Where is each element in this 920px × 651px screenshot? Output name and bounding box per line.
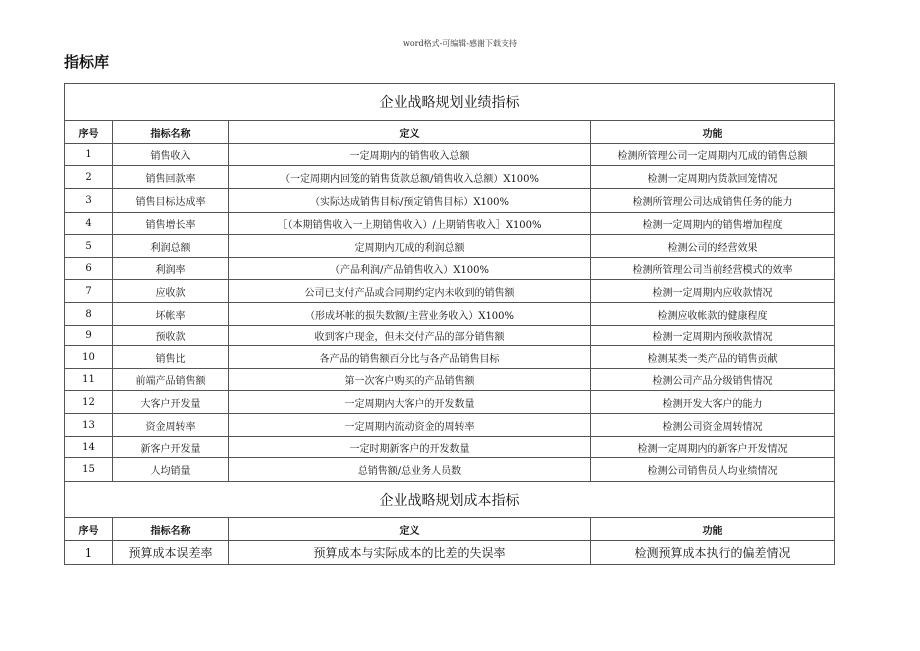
cell-function: 检测一定周期内的新客户开发情况 <box>591 437 835 458</box>
column-header-definition: 定义 <box>229 518 591 541</box>
table-row <box>65 346 835 369</box>
cell-name: 预算成本误差率 <box>113 541 229 565</box>
table-row <box>65 166 835 189</box>
cell-name: 资金周转率 <box>113 414 229 437</box>
cell-definition: （形成坏帐的损失数额/主营业务收入）X100% <box>229 303 591 326</box>
table-row <box>65 189 835 213</box>
cell-definition: 一定周期内大客户的开发数量 <box>229 391 591 414</box>
table-row <box>65 414 835 437</box>
cell-name: 销售目标达成率 <box>113 189 229 213</box>
cell-definition: 一定周期内流动资金的周转率 <box>229 414 591 437</box>
cell-function: 检测一定周期内预收款情况 <box>591 326 835 346</box>
cell-function: 检测所管理公司一定周期内兀成的销售总额 <box>591 144 835 166</box>
column-header-index: 序号 <box>65 518 113 541</box>
cell-definition: （一定周期内回笼的销售货款总额/销售收入总额）X100% <box>229 166 591 189</box>
cell-index: 9 <box>65 326 113 346</box>
column-header-row <box>65 518 835 541</box>
table-row <box>65 303 835 326</box>
cell-index: 10 <box>65 346 113 369</box>
cell-name: 新客户开发量 <box>113 437 229 458</box>
table-row <box>65 369 835 391</box>
cell-definition: 一定周期内的销售收入总额 <box>229 144 591 166</box>
cell-name: 前端产品销售额 <box>113 369 229 391</box>
cell-definition: ［（本期销售收入一上期销售收入）/上期销售收入］X100% <box>229 213 591 235</box>
page-heading: 指标库 <box>64 53 110 71</box>
cell-index: 12 <box>65 391 113 414</box>
table-row <box>65 235 835 258</box>
cell-function: 检测一定周期内应收款情况 <box>591 280 835 303</box>
cell-function: 检测公司销售员人均业绩情况 <box>591 458 835 482</box>
cell-name: 人均销量 <box>113 458 229 482</box>
table-row <box>65 437 835 458</box>
section-title-row <box>65 84 835 121</box>
cell-definition: 第一次客户购买的产品销售额 <box>229 369 591 391</box>
cell-function: 检测开发大客户的能力 <box>591 391 835 414</box>
cell-definition: 总销售额/总业务人员数 <box>229 458 591 482</box>
cell-function: 检测公司的经营效果 <box>591 235 835 258</box>
table-row <box>65 258 835 280</box>
cell-name: 预收款 <box>113 326 229 346</box>
cell-function: 检测所管理公司当前经营模式的效率 <box>591 258 835 280</box>
cell-definition: 一定时期新客户的开发数量 <box>229 437 591 458</box>
cell-function: 检测所管理公司达成销售任务的能力 <box>591 189 835 213</box>
cell-function: 检测一定周期内货款回笼情况 <box>591 166 835 189</box>
column-header-name: 指标名称 <box>113 121 229 144</box>
cell-index: 3 <box>65 189 113 213</box>
cell-definition: （产品利润/产品销售收入）X100% <box>229 258 591 280</box>
cell-index: 6 <box>65 258 113 280</box>
column-header-index: 序号 <box>65 121 113 144</box>
table-row <box>65 458 835 482</box>
section-title: 企业战略规划成本指标 <box>65 482 835 518</box>
cell-name: 大客户开发量 <box>113 391 229 414</box>
cell-index: 13 <box>65 414 113 437</box>
table-row <box>65 326 835 346</box>
cell-definition: 收到客户现金，但未交付产品的部分销售额 <box>229 326 591 346</box>
section-title-row <box>65 482 835 518</box>
cell-function: 检测公司资金周转情况 <box>591 414 835 437</box>
column-header-name: 指标名称 <box>113 518 229 541</box>
cell-index: 4 <box>65 213 113 235</box>
table-row <box>65 280 835 303</box>
cell-function: 检测一定周期内的销售增加程度 <box>591 213 835 235</box>
cell-definition: 预算成本与实际成本的比差的失误率 <box>229 541 591 565</box>
cell-index: 15 <box>65 458 113 482</box>
cell-definition: 定周期内兀成的利润总额 <box>229 235 591 258</box>
table-row <box>65 391 835 414</box>
cell-index: 7 <box>65 280 113 303</box>
cell-index: 5 <box>65 235 113 258</box>
cell-name: 利润率 <box>113 258 229 280</box>
cell-definition: 公司已支付产品或合同期约定内未收到的销售额 <box>229 280 591 303</box>
column-header-function: 功能 <box>591 121 835 144</box>
cell-index: 11 <box>65 369 113 391</box>
header-note: word格式-可编辑-感谢下载支持 <box>402 39 517 48</box>
cell-name: 应收款 <box>113 280 229 303</box>
cell-function: 检测某类一类产品的销售贡献 <box>591 346 835 369</box>
cell-name: 销售增长率 <box>113 213 229 235</box>
indicator-table <box>64 83 835 565</box>
table-row <box>65 144 835 166</box>
cell-index: 14 <box>65 437 113 458</box>
cell-name: 销售收入 <box>113 144 229 166</box>
cell-index: 2 <box>65 166 113 189</box>
cell-index: 8 <box>65 303 113 326</box>
cell-name: 利润总额 <box>113 235 229 258</box>
cell-index: 1 <box>65 144 113 166</box>
cell-index: 1 <box>65 541 113 565</box>
cell-name: 坏帐率 <box>113 303 229 326</box>
cell-name: 销售比 <box>113 346 229 369</box>
cell-name: 销售回款率 <box>113 166 229 189</box>
column-header-function: 功能 <box>591 518 835 541</box>
table-row <box>65 541 835 565</box>
cell-function: 检测应收帐款的健康程度 <box>591 303 835 326</box>
cell-function: 检测预算成本执行的偏差情况 <box>591 541 835 565</box>
column-header-row <box>65 121 835 144</box>
table-row <box>65 213 835 235</box>
cell-definition: （实际达成销售目标/预定销售目标）X100% <box>229 189 591 213</box>
cell-definition: 各产品的销售额百分比与各产品销售目标 <box>229 346 591 369</box>
column-header-definition: 定义 <box>229 121 591 144</box>
cell-function: 检测公司产品分级销售情况 <box>591 369 835 391</box>
section-title: 企业战略规划业绩指标 <box>65 84 835 121</box>
